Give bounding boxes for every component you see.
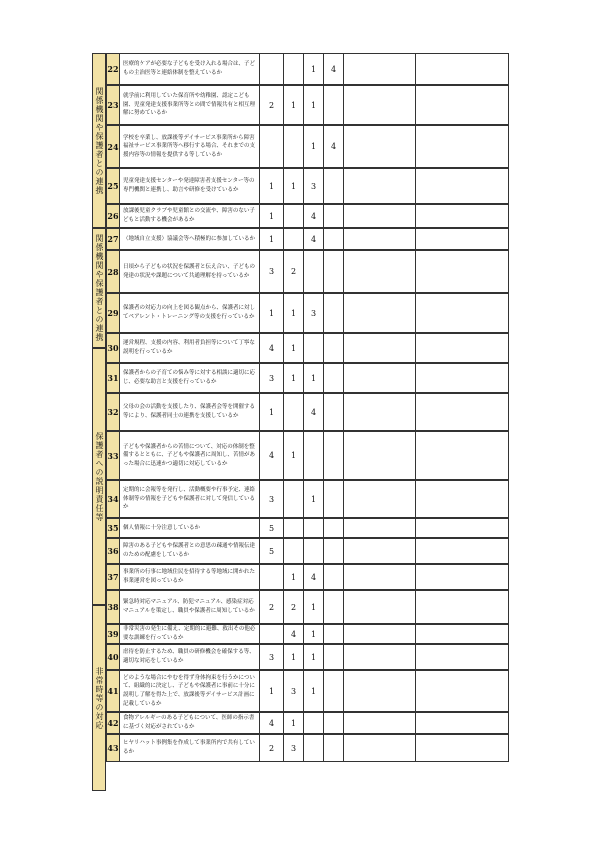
answer-count-1: 1 <box>260 204 284 228</box>
answer-count-1 <box>260 564 284 590</box>
remarks-cell <box>344 624 416 644</box>
answer-count-3 <box>304 538 324 564</box>
notes-cell <box>416 168 509 204</box>
item-question: （地域自立支援）協議会等へ積極的に参加しているか <box>120 228 260 250</box>
item-number: 30 <box>106 333 120 363</box>
notes-cell <box>416 538 509 564</box>
item-number: 25 <box>106 168 120 204</box>
item-question: 保護者からの子育ての悩み等に対する相談に適切に応じ、必要な助言と支援を行っているか <box>120 363 260 393</box>
notes-cell <box>416 624 509 644</box>
answer-count-3: 3 <box>304 168 324 204</box>
item-number: 43 <box>106 734 120 762</box>
answer-count-4 <box>324 670 344 712</box>
answer-count-1: 3 <box>260 250 284 293</box>
table-row <box>106 393 509 431</box>
table-row <box>106 712 509 734</box>
notes-cell <box>416 333 509 363</box>
answer-count-4 <box>324 228 344 250</box>
answer-count-4 <box>324 538 344 564</box>
answer-count-2: 2 <box>284 590 304 624</box>
notes-cell <box>416 293 509 333</box>
item-question: 子どもや保護者からの苦情について、対応の体制を整備するとともに、子どもや保護者に周知し、苦情があった場合に迅速かつ適切に対応しているか <box>120 431 260 480</box>
category-label: 保護者への説明責任等 <box>95 431 104 522</box>
answer-count-4 <box>324 293 344 333</box>
table-row <box>106 670 509 712</box>
item-number: 28 <box>106 250 120 293</box>
answer-count-4 <box>324 734 344 762</box>
remarks-cell <box>344 204 416 228</box>
answer-count-3: 1 <box>304 85 324 125</box>
item-question: 児童発達支援センターや発達障害者支援センター等の専門機関と連携し、助言や研修を受けているか <box>120 168 260 204</box>
remarks-cell <box>344 518 416 538</box>
notes-cell <box>416 250 509 293</box>
item-number: 37 <box>106 564 120 590</box>
remarks-cell <box>344 250 416 293</box>
remarks-cell <box>344 590 416 624</box>
answer-count-3 <box>304 734 324 762</box>
answer-count-4 <box>324 250 344 293</box>
table-row <box>106 538 509 564</box>
remarks-cell <box>344 564 416 590</box>
answer-count-3 <box>304 518 324 538</box>
category-label: 関係機関や保護者との連携 <box>95 86 104 195</box>
answer-count-1: 1 <box>260 670 284 712</box>
item-number: 34 <box>106 480 120 518</box>
answer-count-1 <box>260 125 284 168</box>
notes-cell <box>416 590 509 624</box>
answer-count-4: 4 <box>324 125 344 168</box>
item-number: 32 <box>106 393 120 431</box>
category-label: 非常時等の対応 <box>95 666 104 730</box>
answer-count-3: 3 <box>304 293 324 333</box>
item-number: 39 <box>106 624 120 644</box>
answer-count-4 <box>324 590 344 624</box>
item-number: 38 <box>106 590 120 624</box>
answer-count-2: 1 <box>284 564 304 590</box>
notes-cell <box>416 363 509 393</box>
table-row <box>106 204 509 228</box>
item-number: 33 <box>106 431 120 480</box>
answer-count-4 <box>324 333 344 363</box>
item-number: 27 <box>106 228 120 250</box>
item-number: 35 <box>106 518 120 538</box>
answer-count-3: 1 <box>304 125 324 168</box>
remarks-cell <box>344 393 416 431</box>
answer-count-2 <box>284 518 304 538</box>
answer-count-3: 1 <box>304 590 324 624</box>
answer-count-2: 2 <box>284 250 304 293</box>
item-number: 23 <box>106 85 120 125</box>
answer-count-2 <box>284 393 304 431</box>
answer-count-3: 1 <box>304 480 324 518</box>
answer-count-3: 4 <box>304 393 324 431</box>
item-number: 29 <box>106 293 120 333</box>
answer-count-1: 3 <box>260 363 284 393</box>
item-question: 事業所の行事に地域住民を招待する等地域に開かれた事業運営を図っているか <box>120 564 260 590</box>
item-question: 日頃から子どもの状況を保護者と伝え合い、子どもの発達の状況や課題について共通理解を持っているか <box>120 250 260 293</box>
item-question: 運営規程、支援の内容、利用者負担等について丁寧な説明を行っているか <box>120 333 260 363</box>
answer-count-4 <box>324 393 344 431</box>
table-row <box>106 228 509 250</box>
remarks-cell <box>344 644 416 670</box>
item-number: 24 <box>106 125 120 168</box>
remarks-cell <box>344 168 416 204</box>
item-question: 緊急時対応マニュアル、防犯マニュアル、感染症対応マニュアルを策定し、職員や保護者に周知しているか <box>120 590 260 624</box>
remarks-cell <box>344 538 416 564</box>
answer-count-4 <box>324 204 344 228</box>
notes-cell <box>416 393 509 431</box>
answer-count-3 <box>304 333 324 363</box>
answer-count-2 <box>284 204 304 228</box>
notes-cell <box>416 125 509 168</box>
remarks-cell <box>344 431 416 480</box>
answer-count-4 <box>324 168 344 204</box>
answer-count-1: 4 <box>260 333 284 363</box>
answer-count-2: 4 <box>284 624 304 644</box>
answer-count-3: 4 <box>304 564 324 590</box>
category-cell-explanation <box>92 348 106 605</box>
item-question: 父母の会の活動を支援したり、保護者会等を開催する等により、保護者同士の連携を支援しているか <box>120 393 260 431</box>
answer-count-4: 4 <box>324 53 344 85</box>
answer-count-2: 1 <box>284 168 304 204</box>
item-question: 食物アレルギーのある子どもについて、医師の指示書に基づく対応がされているか <box>120 712 260 734</box>
notes-cell <box>416 480 509 518</box>
table-row <box>106 624 509 644</box>
answer-count-4 <box>324 624 344 644</box>
remarks-cell <box>344 125 416 168</box>
item-number: 31 <box>106 363 120 393</box>
answer-count-3 <box>304 712 324 734</box>
answer-count-3: 1 <box>304 624 324 644</box>
item-question: 医療的ケアが必要な子どもを受け入れる場合は、子どもの主治医等と連絡体制を整えているか <box>120 53 260 85</box>
notes-cell <box>416 670 509 712</box>
answer-count-1 <box>260 53 284 85</box>
item-question: 保護者の対応力の向上を図る観点から、保護者に対してペアレント・トレーニング等の支援を行っているか <box>120 293 260 333</box>
answer-count-4 <box>324 480 344 518</box>
remarks-cell <box>344 670 416 712</box>
answer-count-2: 1 <box>284 363 304 393</box>
answer-count-2: 1 <box>284 333 304 363</box>
item-question: 学校を卒業し、放課後等デイサービス事業所から障害福祉サービス事業所等へ移行する場合、それまでの支援内容等の情報を提供する等しているか <box>120 125 260 168</box>
remarks-cell <box>344 734 416 762</box>
table-row <box>106 333 509 363</box>
remarks-cell <box>344 712 416 734</box>
item-number: 42 <box>106 712 120 734</box>
item-question: 障害のある子どもや保護者との意思の疎通や情報伝達のための配慮をしているか <box>120 538 260 564</box>
answer-count-2 <box>284 538 304 564</box>
notes-cell <box>416 644 509 670</box>
item-number: 41 <box>106 670 120 712</box>
answer-count-3: 4 <box>304 204 324 228</box>
item-number: 36 <box>106 538 120 564</box>
item-number: 40 <box>106 644 120 670</box>
item-question: どのような場合にやむを得ず身体拘束を行うかについて、組織的に決定し、子どもや保護者に事前に十分に説明し了解を得た上で、放課後等デイサービス計画に記載しているか <box>120 670 260 712</box>
answer-count-1: 2 <box>260 734 284 762</box>
answer-count-2: 1 <box>284 85 304 125</box>
table-row <box>106 125 509 168</box>
table-row <box>106 480 509 518</box>
table-row <box>106 518 509 538</box>
category-label: 関係機関や保護者との連携 <box>95 234 104 342</box>
table-row <box>106 363 509 393</box>
answer-count-2 <box>284 228 304 250</box>
item-question: 放課後児童クラブや児童館との交流や、障害のない子どもと活動する機会があるか <box>120 204 260 228</box>
answer-count-2 <box>284 53 304 85</box>
notes-cell <box>416 204 509 228</box>
answer-count-2: 1 <box>284 712 304 734</box>
answer-count-2 <box>284 480 304 518</box>
answer-count-3: 1 <box>304 670 324 712</box>
answer-count-1: 5 <box>260 538 284 564</box>
answer-count-3 <box>304 431 324 480</box>
category-cell-relations-2 <box>92 228 106 348</box>
remarks-cell <box>344 53 416 85</box>
notes-cell <box>416 431 509 480</box>
table-row <box>106 590 509 624</box>
table-row <box>106 168 509 204</box>
notes-cell <box>416 518 509 538</box>
item-question: ヒヤリハット事例集を作成して事業所内で共有しているか <box>120 734 260 762</box>
table-row <box>106 250 509 293</box>
remarks-cell <box>344 293 416 333</box>
evaluation-table <box>92 53 509 791</box>
answer-count-4 <box>324 85 344 125</box>
notes-cell <box>416 53 509 85</box>
table-row <box>106 293 509 333</box>
answer-count-1: 1 <box>260 168 284 204</box>
notes-cell <box>416 712 509 734</box>
answer-count-2: 1 <box>284 431 304 480</box>
answer-count-1: 3 <box>260 644 284 670</box>
notes-cell <box>416 734 509 762</box>
remarks-cell <box>344 85 416 125</box>
answer-count-1: 4 <box>260 431 284 480</box>
remarks-cell <box>344 333 416 363</box>
table-row <box>106 644 509 670</box>
answer-count-1: 2 <box>260 85 284 125</box>
notes-cell <box>416 228 509 250</box>
answer-count-1: 4 <box>260 712 284 734</box>
answer-count-4 <box>324 712 344 734</box>
answer-count-1: 5 <box>260 518 284 538</box>
answer-count-1: 1 <box>260 393 284 431</box>
item-number: 22 <box>106 53 120 85</box>
answer-count-1 <box>260 624 284 644</box>
item-question: 就学前に利用していた保育所や幼稚園、認定こども園、児童発達支援事業所等との間で情報共有と相互理解に努めているか <box>120 85 260 125</box>
answer-count-2 <box>284 125 304 168</box>
category-cell-emergency <box>92 605 106 791</box>
notes-cell <box>416 85 509 125</box>
table-row <box>106 85 509 125</box>
item-question: 非常災害の発生に備え、定期的に避難、救出その他必要な訓練を行っているか <box>120 624 260 644</box>
item-question: 定期的に会報等を発行し、活動概要や行事予定、連絡体制等の情報を子どもや保護者に対して発信しているか <box>120 480 260 518</box>
remarks-cell <box>344 228 416 250</box>
answer-count-4 <box>324 564 344 590</box>
answer-count-3: 1 <box>304 53 324 85</box>
table-row <box>106 564 509 590</box>
answer-count-2: 1 <box>284 293 304 333</box>
table-row <box>106 53 509 85</box>
category-cell-relations <box>92 53 106 228</box>
item-number: 26 <box>106 204 120 228</box>
answer-count-2: 3 <box>284 734 304 762</box>
remarks-cell <box>344 480 416 518</box>
remarks-cell <box>344 363 416 393</box>
answer-count-3: 1 <box>304 644 324 670</box>
answer-count-3: 1 <box>304 363 324 393</box>
notes-cell <box>416 564 509 590</box>
answer-count-3 <box>304 250 324 293</box>
answer-count-1: 2 <box>260 590 284 624</box>
answer-count-1: 3 <box>260 480 284 518</box>
answer-count-1: 1 <box>260 293 284 333</box>
answer-count-4 <box>324 431 344 480</box>
answer-count-3: 4 <box>304 228 324 250</box>
item-question: 虐待を防止するため、職員の研修機会を確保する等、適切な対応をしているか <box>120 644 260 670</box>
answer-count-1: 1 <box>260 228 284 250</box>
answer-count-2: 1 <box>284 644 304 670</box>
item-question: 個人情報に十分注意しているか <box>120 518 260 538</box>
answer-count-4 <box>324 518 344 538</box>
answer-count-2: 3 <box>284 670 304 712</box>
table-row <box>106 431 509 480</box>
answer-count-4 <box>324 644 344 670</box>
table-row <box>106 734 509 762</box>
answer-count-4 <box>324 363 344 393</box>
